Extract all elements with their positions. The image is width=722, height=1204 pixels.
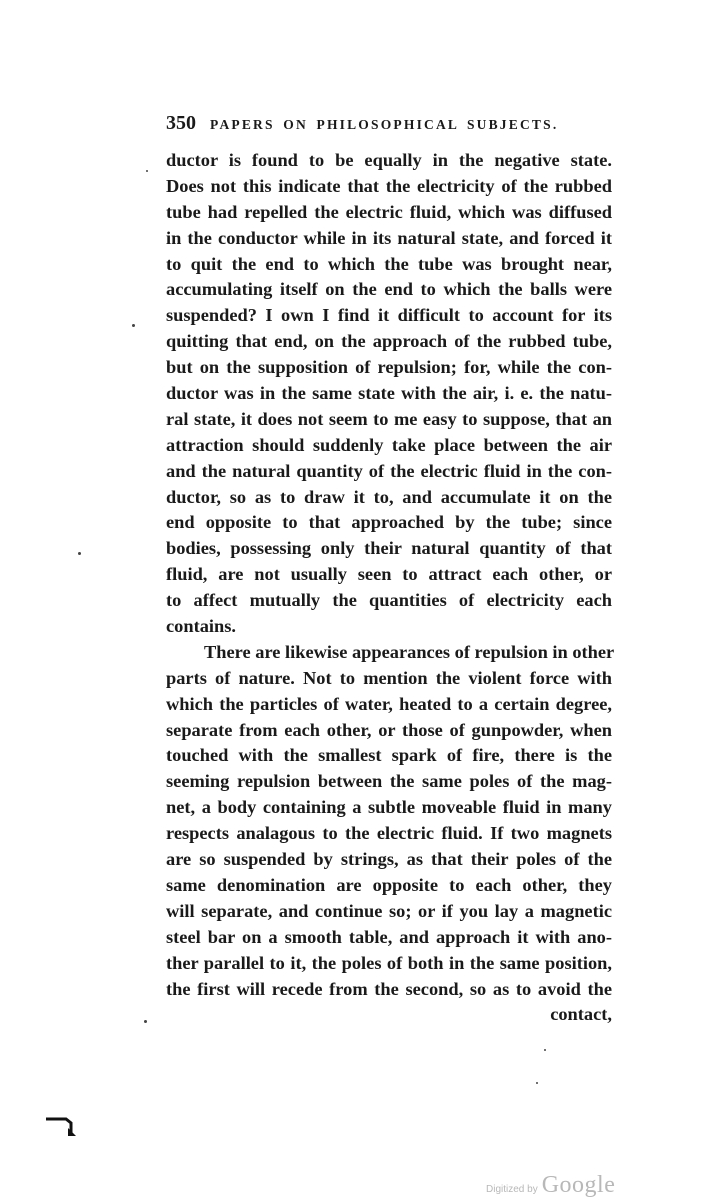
text-line: end opposite to that approached by the tube; since xyxy=(166,512,612,533)
text-line: accumulating itself on the end to which the balls were xyxy=(166,279,612,300)
text-line: in the conductor while in its natural state, and forced it xyxy=(166,227,612,248)
text-line: which the particles of water, heated to a certain degree, xyxy=(166,693,612,714)
text-line: separate from each other, or those of gunpowder, when xyxy=(166,719,612,740)
text-line: ductor was in the same state with the air, i. e. the natu- xyxy=(166,383,612,404)
scan-speck xyxy=(132,324,135,327)
text-line: bodies, possessing only their natural quantity of that xyxy=(166,538,612,559)
text-line: tube had repelled the electric fluid, which was diffused xyxy=(166,201,612,222)
text-line: steel bar on a smooth table, and approach it with ano- xyxy=(166,926,612,947)
google-logo: Google xyxy=(541,1172,616,1198)
text-line-paragraph-start: There are likewise appearances of repulsion in other xyxy=(204,641,615,662)
text-line: ral state, it does not seem to me easy to suppose, that an xyxy=(166,408,612,429)
running-head: PAPERS ON PHILOSOPHICAL SUBJECTS. xyxy=(210,117,559,132)
scan-speck xyxy=(536,1082,538,1084)
digitized-watermark xyxy=(486,1172,615,1199)
text-line-paragraph-end: contains. xyxy=(166,616,236,637)
text-line: are so suspended by strings, as that their poles of the xyxy=(166,849,612,870)
watermark-prefix: Digitized by xyxy=(486,1184,538,1195)
text-line: to affect mutually the quantities of electricity each xyxy=(166,590,612,611)
page-number: 350 xyxy=(166,112,196,134)
text-line: ther parallel to it, the poles of both in the same position, xyxy=(166,952,612,973)
text-line: touched with the smallest spark of fire, there is the xyxy=(166,745,612,766)
text-line: but on the supposition of repulsion; for, while the con- xyxy=(166,357,612,378)
catchword: contact, xyxy=(550,1004,612,1025)
scan-speck xyxy=(78,552,81,555)
text-line: same denomination are opposite to each other, they xyxy=(166,874,612,895)
body-text xyxy=(166,148,615,1028)
text-line: will separate, and continue so; or if you lay a magnetic xyxy=(166,900,612,921)
text-line: Does not this indicate that the electricity of the rubbed xyxy=(166,175,612,196)
text-line: net, a body containing a subtle moveable fluid in many xyxy=(166,797,612,818)
scan-speck xyxy=(544,1049,546,1051)
text-line: ductor, so as to draw it to, and accumulate it on the xyxy=(166,486,612,507)
text-line: parts of nature. Not to mention the violent force with xyxy=(166,667,612,688)
text-line: ductor is found to be equally in the negative state. xyxy=(166,150,612,170)
page-header xyxy=(166,112,612,136)
scan-speck xyxy=(146,170,148,172)
text-line: the first will recede from the second, so as to avoid the xyxy=(166,978,612,999)
scan-mark-icon xyxy=(46,1116,80,1138)
scan-speck xyxy=(144,1020,147,1023)
text-line: fluid, are not usually seen to attract each other, or xyxy=(166,564,612,585)
text-line: quitting that end, on the approach of the rubbed tube, xyxy=(166,331,612,352)
text-line: respects analagous to the electric fluid. If two magnets xyxy=(166,823,612,844)
text-line: and the natural quantity of the electric fluid in the con- xyxy=(166,460,612,481)
text-line: to quit the end to which the tube was brought near, xyxy=(166,253,612,274)
text-line: attraction should suddenly take place between the air xyxy=(166,434,612,455)
text-line: suspended? I own I find it difficult to account for its xyxy=(166,305,612,326)
text-line: seeming repulsion between the same poles of the mag- xyxy=(166,771,612,792)
